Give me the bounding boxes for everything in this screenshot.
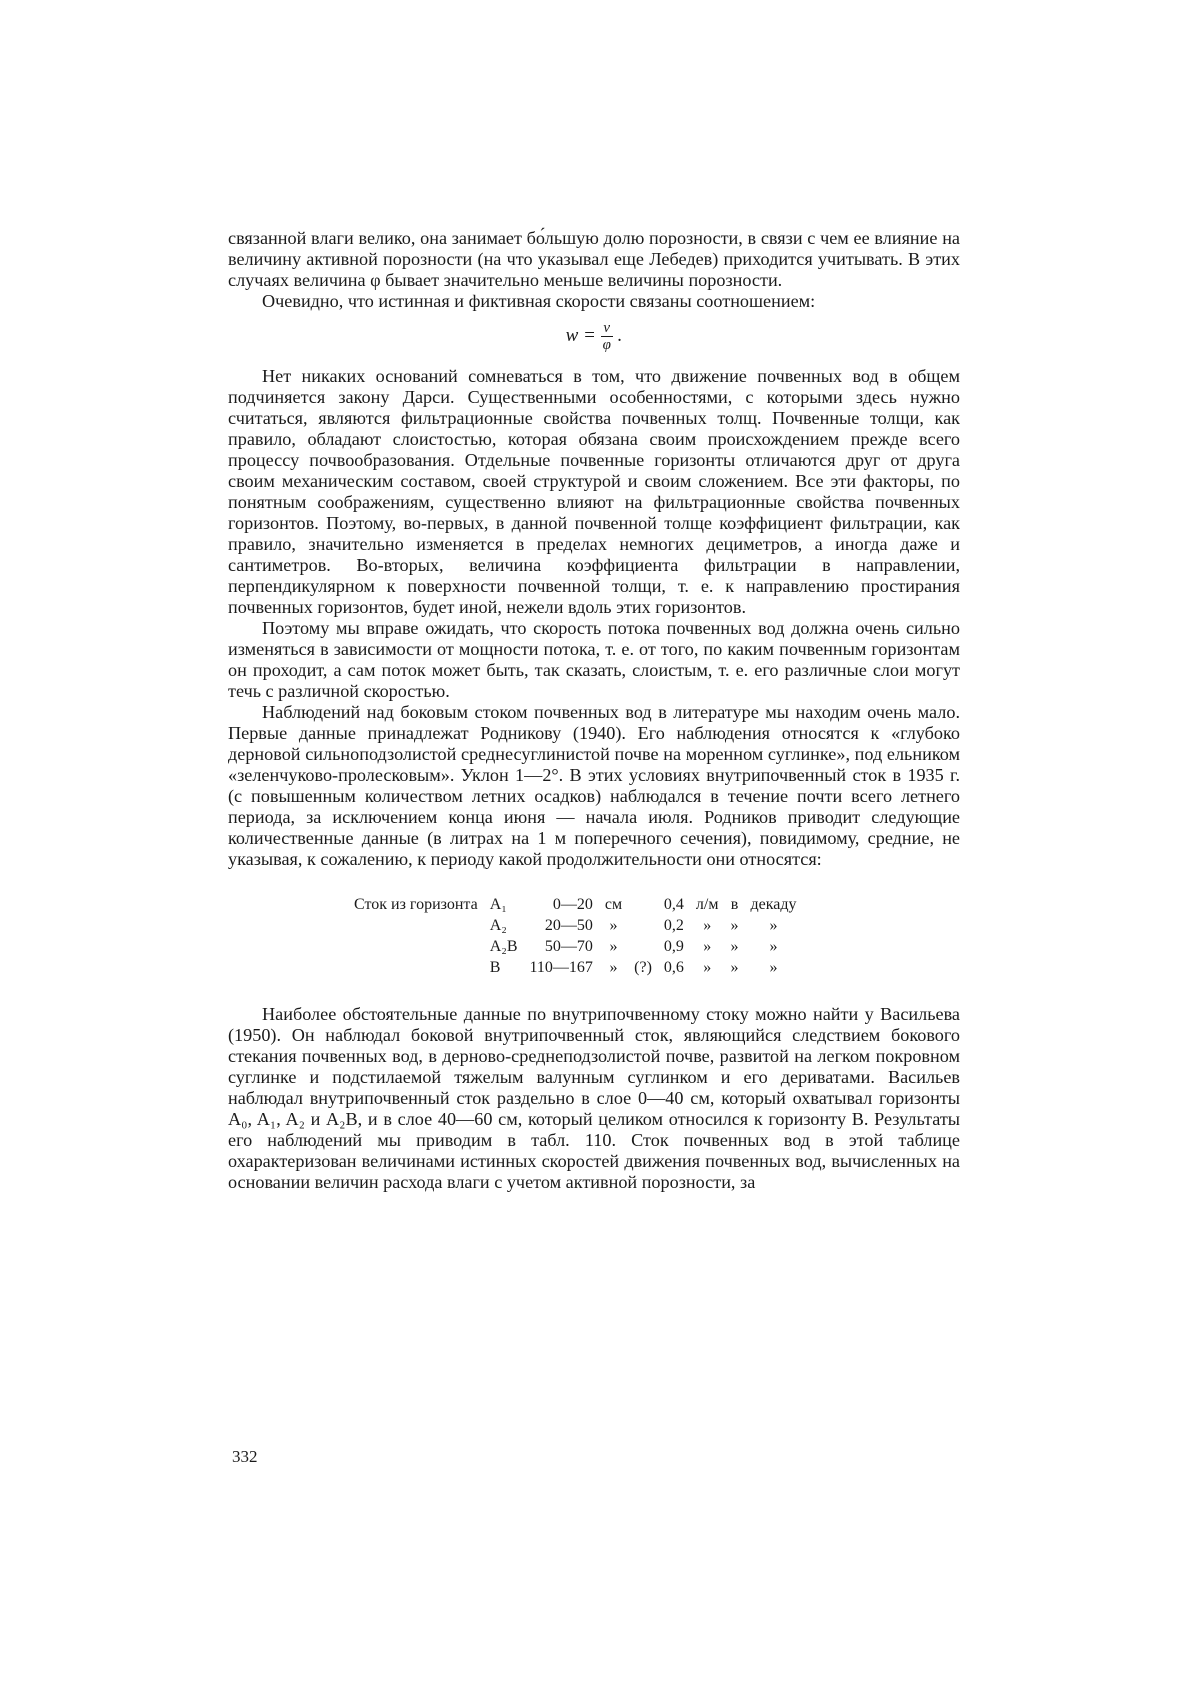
flow-cell-period: »	[769, 938, 778, 955]
flow-cell-unit: см	[604, 896, 623, 913]
flow-cell-label	[348, 936, 484, 957]
flow-cell-note	[628, 936, 658, 957]
flow-cell-horizon: A₂	[489, 917, 507, 934]
formula-fraction	[601, 320, 613, 353]
paragraph-1: связанной влаги велико, она занимает бо́льшую долю порозности, в связи с чем ее влияние на величину активной порозности (на что указывал еще Лебедев) приходится учитывать. В этих случаях величина φ бывает значительно меньше величины порозности.	[228, 228, 960, 290]
flow-cell-depth: 50—70	[544, 938, 593, 955]
flow-cell-period: декаду	[750, 896, 797, 913]
flow-cell-note	[628, 894, 658, 915]
flow-cell-depth: 20—50	[544, 917, 593, 934]
flow-cell-unit: »	[609, 917, 618, 934]
flow-cell-value: 0,2	[663, 917, 684, 934]
flow-cell-horizon: A₂B	[489, 938, 518, 955]
flow-cell-unit: »	[609, 959, 618, 976]
flow-cell-note	[628, 915, 658, 936]
table-row	[348, 936, 803, 957]
velocity-formula	[228, 320, 960, 356]
table-row	[348, 915, 803, 936]
table-row	[348, 894, 803, 915]
flow-cell-prep: »	[730, 917, 739, 934]
paragraph-2: Очевидно, что истинная и фиктивная скорости связаны соотношением:	[262, 291, 816, 311]
flow-cell-value: 0,4	[663, 896, 684, 913]
formula-end: .	[617, 324, 623, 346]
flow-cell-prep: в	[730, 896, 739, 913]
flow-cell-period: »	[769, 959, 778, 976]
flow-cell-value: 0,6	[663, 959, 684, 976]
formula-denominator: φ	[602, 337, 611, 353]
formula-lhs: w =	[565, 324, 596, 346]
flow-cell-unit2: »	[703, 917, 712, 934]
flow-cell-horizon: A₁	[489, 896, 507, 913]
flow-cell-prep: »	[730, 959, 739, 976]
flow-cell-value: 0,9	[663, 938, 684, 955]
page-number: 332	[232, 1447, 258, 1466]
flow-cell-label	[348, 957, 484, 978]
flow-cell-unit: »	[609, 938, 618, 955]
flow-cell-note: (?)	[634, 959, 652, 976]
flow-cell-depth: 0—20	[552, 896, 593, 913]
page-body	[228, 228, 960, 1193]
flow-cell-prep: »	[730, 938, 739, 955]
paragraph-5: Наблюдений над боковым стоком почвенных вод в литературе мы находим очень мало. Первые данные принадлежат Родникову (1940). Его наблюдения относятся к «глубоко дерновой сильноподзолистой среднесуглинистой почве на моренном суглинке», под ельником «зеленчуково-пролесковым». Уклон 1—2°. В этих условиях внутрипочвенный сток в 1935 г. (с повышенным количеством летних осадков) наблюдался в течение почти всего летнего периода, за исключением конца июня — начала июля. Родников приводит следующие количественные данные (в литрах на 1 м поперечного сечения), повидимому, средние, не указывая, к сожалению, к периоду какой продолжительности они относятся:	[228, 702, 960, 869]
formula-numerator: v	[601, 320, 613, 337]
flow-cell-period: »	[769, 917, 778, 934]
paragraph-4: Поэтому мы вправе ожидать, что скорость потока почвенных вод должна очень сильно изменяться в зависимости от мощности потока, т. е. от того, по каким почвенным горизонтам он проходит, а сам поток может быть, так сказать, слоистым, т. е. его различные слои могут течь с различной скоростью.	[228, 618, 960, 701]
table-row	[348, 957, 803, 978]
flow-cell-depth: 110—167	[529, 959, 593, 976]
flow-cell-label: Сток из горизонта	[354, 896, 478, 913]
paragraph-6: Наиболее обстоятельные данные по внутрипочвенному стоку можно найти у Васильева (1950). Он наблюдал боковой внутрипочвенный сток, являющийся следствием бокового стекания почвенных вод, в дерново-среднеподзолистой почве, развитой на легком покровном суглинке и подстилаемой тяжелым валунным суглинком и его дериватами. Васильев наблюдал внутрипочвенный сток раздельно в слое 0—40 см, который охватывал горизонты A₀, A₁, A₂ и A₂B, и в слое 40—60 см, который целиком относился к горизонту B. Результаты его наблюдений мы приводим в табл. 110. Сток почвенных вод в этой таблице охарактеризован величинами истинных скоростей движения почвенных вод, вычисленных на основании величин расхода влаги с учетом активной порозности, за	[228, 1004, 960, 1192]
flow-cell-label	[348, 915, 484, 936]
flow-table	[348, 894, 803, 978]
flow-cell-unit2: л/м	[695, 896, 719, 913]
flow-cell-unit2: »	[703, 938, 712, 955]
flow-cell-horizon: B	[489, 959, 501, 976]
flow-cell-unit2: »	[703, 959, 712, 976]
paragraph-3: Нет никаких оснований сомневаться в том, что движение почвенных вод в общем подчиняется закону Дарси. Существенными особенностями, с которыми здесь нужно считаться, являются фильтрационные свойства почвенных толщ. Почвенные толщи, как правило, обладают слоистостью, которая обязана своим происхождением прежде всего процессу почвообразования. Отдельные почвенные горизонты отличаются друг от друга своим механическим составом, своей структурой и своим сложением. Все эти факторы, по понятным соображениям, существенно влияют на фильтрационные свойства почвенных горизонтов. Поэтому, во-первых, в данной почвенной толще коэффициент фильтрации, как правило, значительно изменяется в пределах немногих дециметров, а иногда даже и сантиметров. Во-вторых, величина коэффициента фильтрации в направлении, перпендикулярном к поверхности почвенной толщи, т. е. к направлению простирания почвенных горизонтов, будет иной, нежели вдоль этих горизонтов.	[228, 366, 960, 617]
